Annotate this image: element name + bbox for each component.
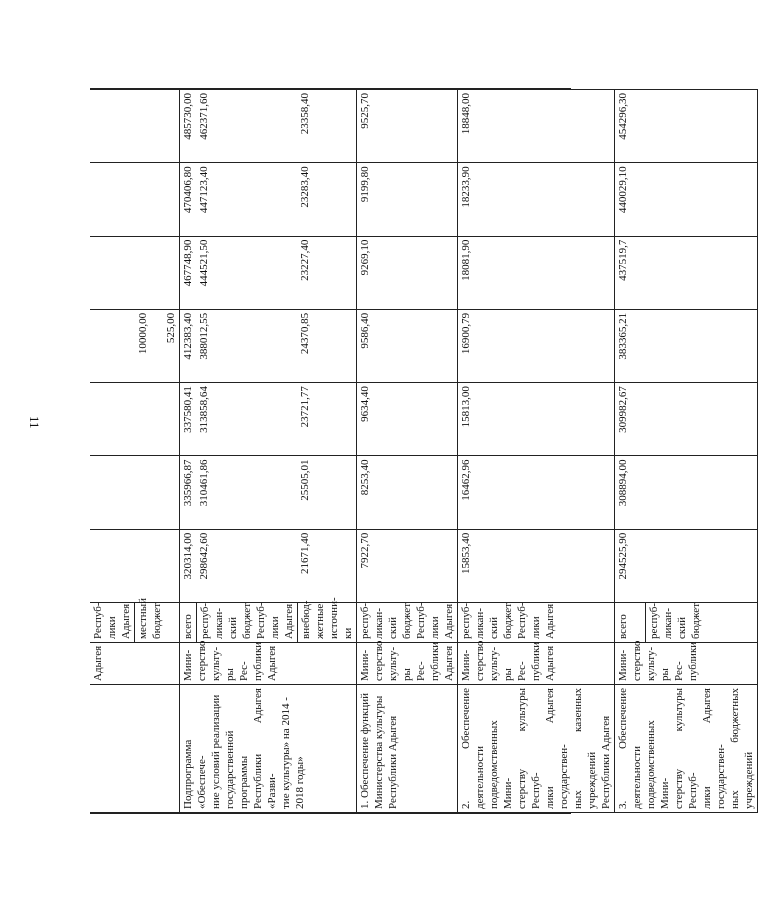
amount-cell: 15853,40: [457, 529, 614, 602]
table-row: [356, 90, 457, 813]
page-number: 11: [27, 416, 42, 429]
amount-cell: [646, 456, 757, 529]
amount-cell: 21671,40: [297, 529, 356, 602]
program-name-cell: 1. Обеспечение функций Министерства культуры Республики Адыгея: [356, 685, 457, 813]
executor-cell: Адыгея: [90, 643, 179, 685]
amount-cell: 24370,85: [297, 309, 356, 382]
amount-cell: [135, 236, 180, 309]
amount-cell: [646, 90, 757, 163]
amount-cell: 18081,90: [457, 236, 614, 309]
amount-cell: 23283,40: [297, 163, 356, 236]
amount-cell: 298642,60: [196, 529, 297, 602]
amount-cell: 308894,00: [614, 456, 646, 529]
amount-cell: 18848,00: [457, 90, 614, 163]
amount-cell: 16900,79: [457, 309, 614, 382]
amount-cell: 10000,00 525,00: [135, 309, 180, 382]
amount-cell: 437519,7: [614, 236, 646, 309]
amount-cell: 447123,40: [196, 163, 297, 236]
amount-cell: [135, 529, 180, 602]
amount-cell: [646, 236, 757, 309]
table-row: [614, 90, 646, 813]
amount-cell: [646, 529, 757, 602]
amount-cell: 388012,55: [196, 309, 297, 382]
table-row: [90, 90, 135, 813]
amount-cell: 320314,00: [179, 529, 196, 602]
program-name-cell: [90, 685, 179, 813]
amount-cell: 8253,40: [356, 456, 457, 529]
funding-source-cell: всего: [614, 603, 646, 643]
amount-cell: [90, 383, 135, 456]
funding-source-cell: Респуб- лики Адыгея: [90, 603, 135, 643]
program-name-cell: 3. Обеспечение деятельности подведомственных Мини- стерству культуры Респуб- лики Адыгея государствен- ных бюджетных учреждений: [614, 685, 757, 813]
rotated-table-wrapper: [90, 89, 755, 813]
amount-cell: 412383,40: [179, 309, 196, 382]
amount-cell: [135, 456, 180, 529]
amount-cell: 23227,40: [297, 236, 356, 309]
amount-cell: 485730,00: [179, 90, 196, 163]
amount-cell: 310461,86: [196, 456, 297, 529]
funding-source-cell: респуб- ликан- ский бюджет Респуб- лики Адыгея: [356, 603, 457, 643]
amount-cell: [90, 529, 135, 602]
amount-cell: 444521,50: [196, 236, 297, 309]
budget-table: [90, 89, 758, 813]
amount-cell: 7922,70: [356, 529, 457, 602]
amount-cell: 309982,67: [614, 383, 646, 456]
table-row: [457, 90, 614, 813]
amount-cell: [90, 163, 135, 236]
amount-cell: [90, 236, 135, 309]
amount-cell: 9586,40: [356, 309, 457, 382]
amount-cell: [135, 383, 180, 456]
executor-cell: Мини- стерство культу- ры Рес- публики: [614, 643, 757, 685]
funding-source-cell: всего: [179, 603, 196, 643]
amount-cell: 294525,90: [614, 529, 646, 602]
amount-cell: 454296,30: [614, 90, 646, 163]
amount-cell: 23358,40: [297, 90, 356, 163]
budget-table-frame: [90, 88, 755, 814]
amount-cell: 462371,60: [196, 90, 297, 163]
amount-cell: 470406,80: [179, 163, 196, 236]
amount-cell: 9269,10: [356, 236, 457, 309]
table-row: [179, 90, 196, 813]
funding-source-cell: респуб- ликан- ский бюджет: [646, 603, 757, 643]
amount-cell: 313858,64: [196, 383, 297, 456]
amount-cell: 23721,77: [297, 383, 356, 456]
amount-cell: 337580,41: [179, 383, 196, 456]
amount-cell: 18233,90: [457, 163, 614, 236]
amount-cell: 467748,90: [179, 236, 196, 309]
amount-cell: [135, 90, 180, 163]
amount-cell: [646, 163, 757, 236]
amount-cell: [90, 309, 135, 382]
program-name-cell: Подпрограмма «Обеспече- ние условий реализации государственной программы Республики Адыгея «Разви- тие культуры» на 2014 - 2018 годы»: [179, 685, 356, 813]
executor-cell: Мини- стерство культу- ры Рес- публики Адыгея: [179, 643, 356, 685]
amount-cell: [646, 383, 757, 456]
funding-source-cell: респуб- ликан- ский бюджет Респуб- лики Адыгея: [457, 603, 614, 643]
amount-cell: 335966,87: [179, 456, 196, 529]
amount-cell: 9199,80: [356, 163, 457, 236]
amount-cell: 9634,40: [356, 383, 457, 456]
amount-cell: [646, 309, 757, 382]
funding-source-cell: внебюд- жетные источни- ки: [297, 603, 356, 643]
program-name-cell: 2. Обеспечение деятельности подведомственных Мини- стерству культуры Респуб- лики Адыгея государствен- ных казенных учреждений Республики Адыгея: [457, 685, 614, 813]
funding-source-cell: местный бюджет: [135, 603, 180, 643]
funding-source-cell: респуб- ликан- ский бюджет Респуб- лики Адыгея: [196, 603, 297, 643]
amount-cell: [135, 163, 180, 236]
budget-table-body: [90, 90, 757, 813]
amount-cell: 15813,00: [457, 383, 614, 456]
executor-cell: Мини- стерство культу- ры Рес- публики Адыгея: [356, 643, 457, 685]
amount-cell: 383365,21: [614, 309, 646, 382]
amount-cell: 9525,70: [356, 90, 457, 163]
amount-cell: 440029,10: [614, 163, 646, 236]
amount-cell: 16462,96: [457, 456, 614, 529]
amount-cell: [90, 456, 135, 529]
amount-cell: [90, 90, 135, 163]
executor-cell: Мини- стерство культу- ры Рес- публики Адыгея: [457, 643, 614, 685]
amount-cell: 25505,01: [297, 456, 356, 529]
